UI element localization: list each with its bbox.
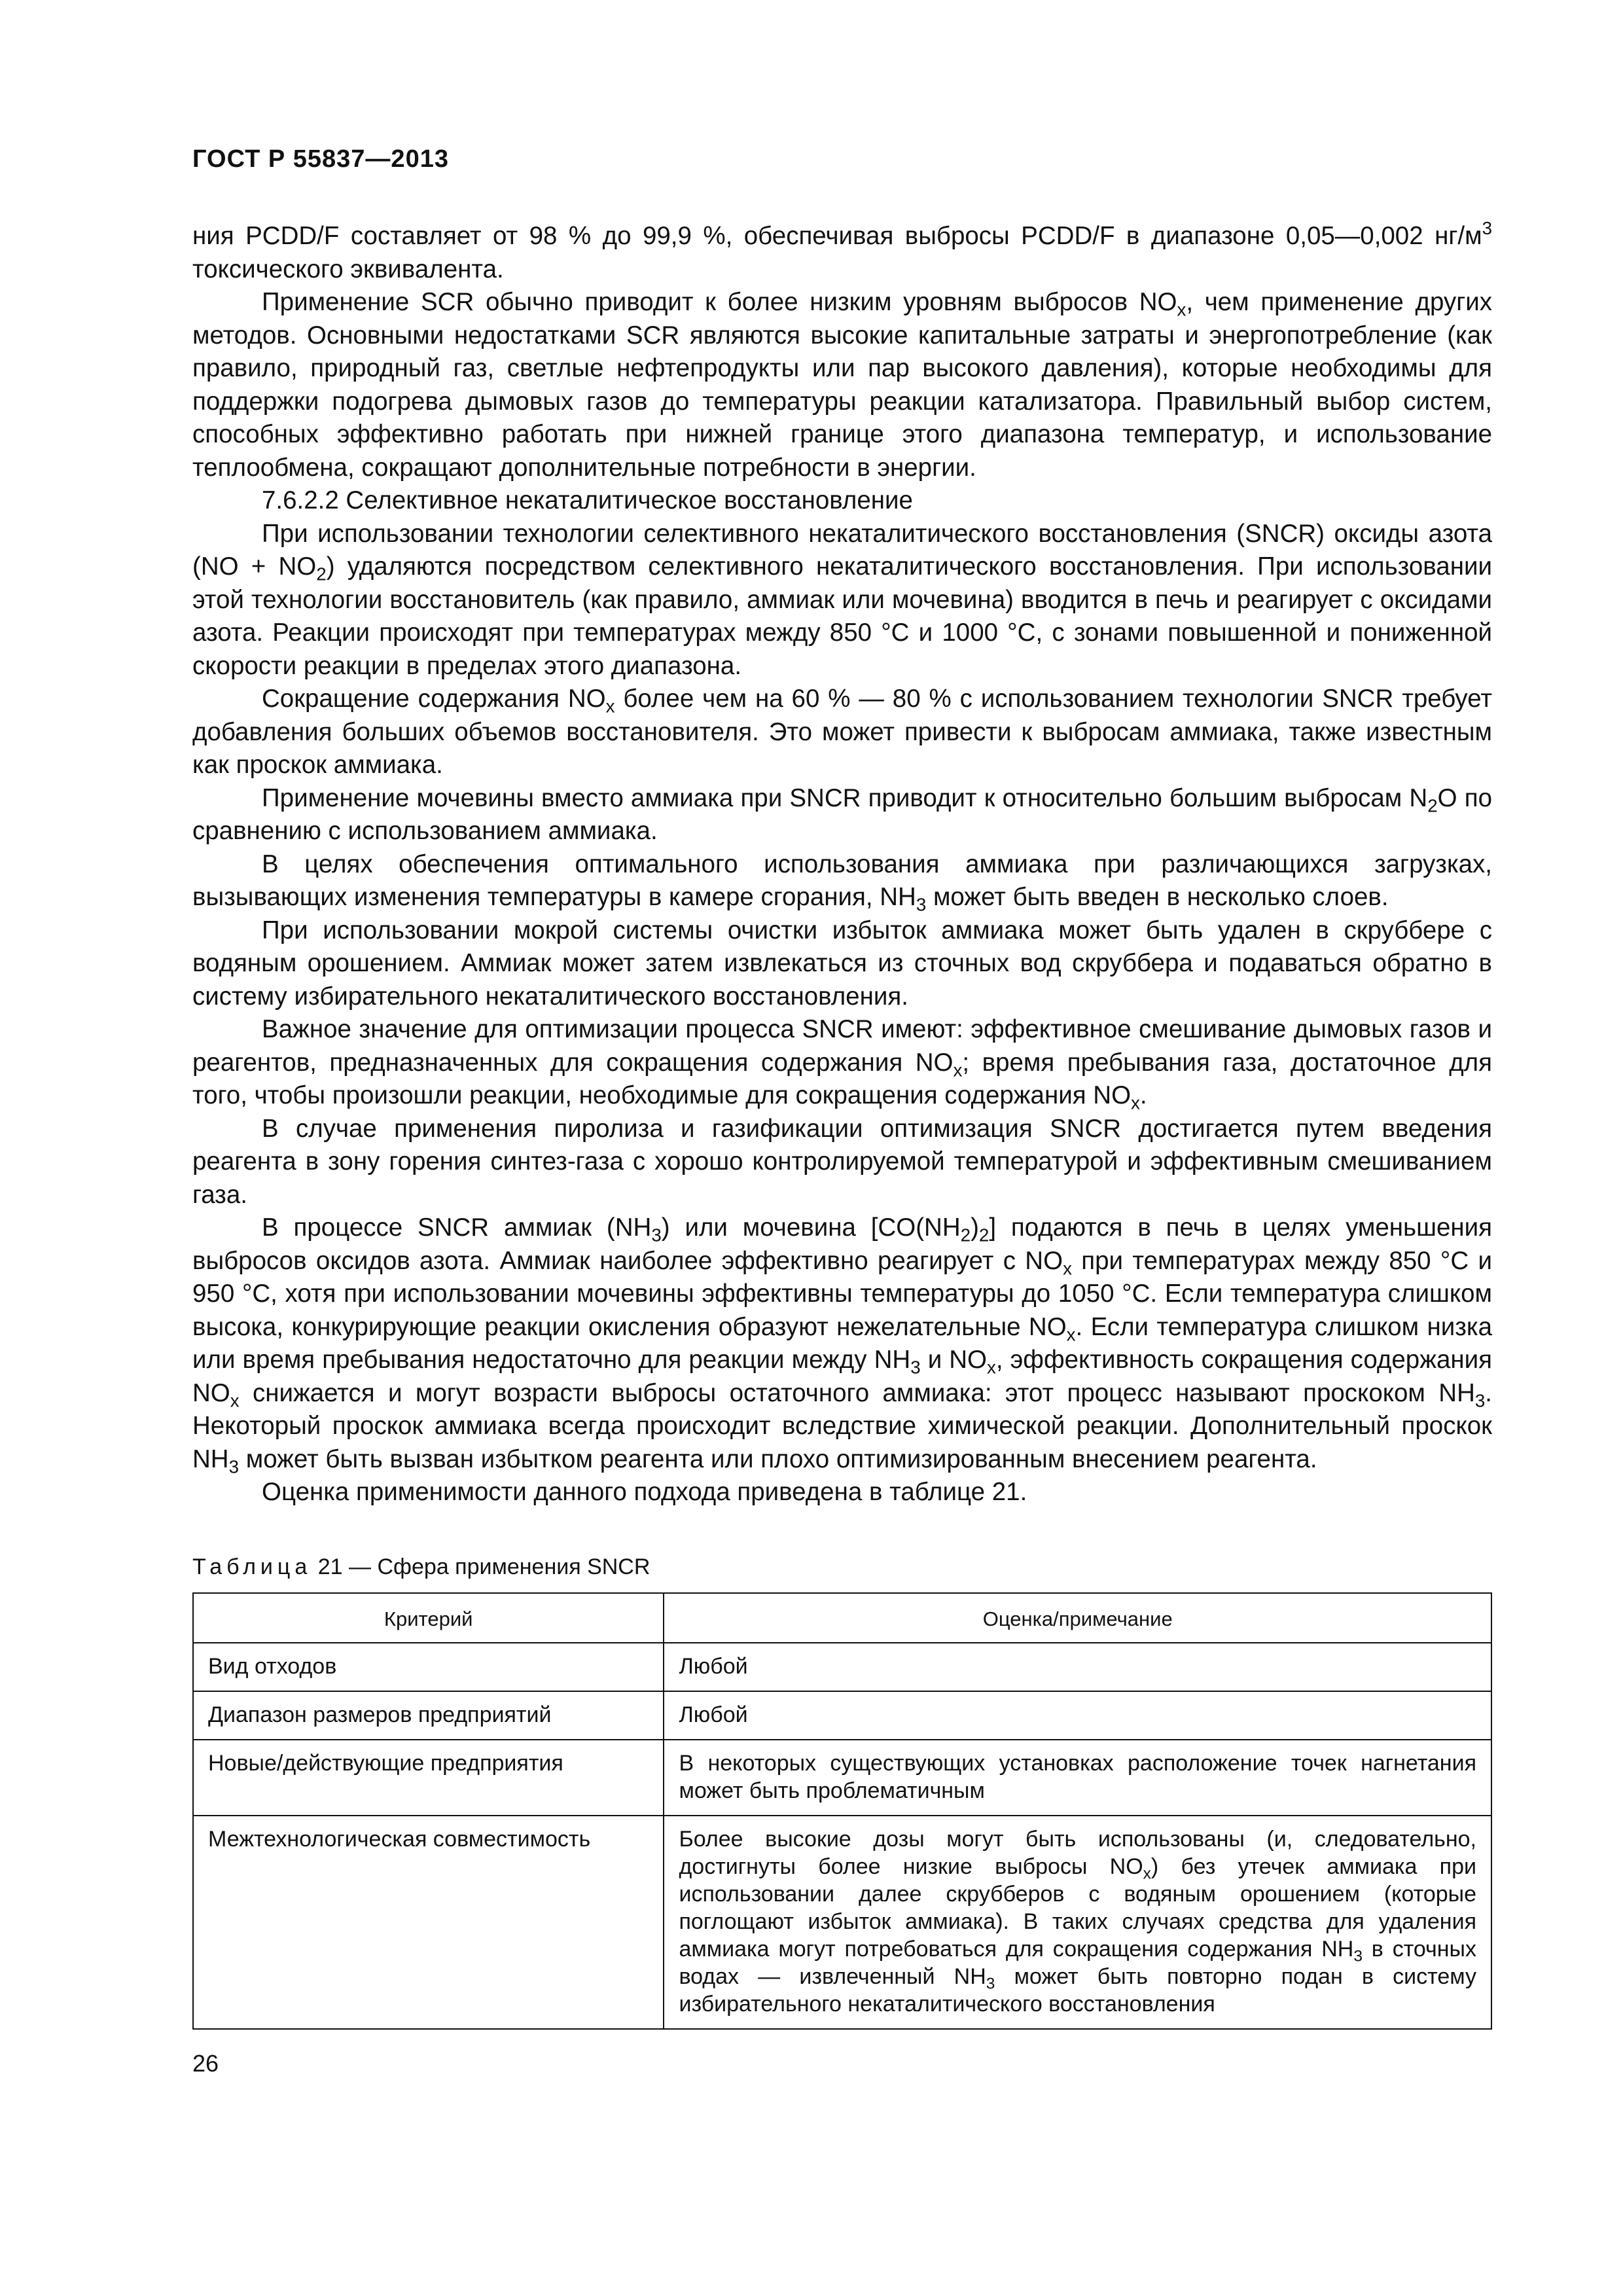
assessment-cell: Любой: [664, 1643, 1491, 1691]
paragraph-2: Применение SCR обычно приводит к более низким уровням выбросов $NO_x$, чем применение других методов. Основными недостатками SCR являются высокие капитальные затраты и энергопотребление (как правило, природный газ, светлые нефтепродукты или пар высокого давления), которые необходимы для поддержки подогрева дымовых газов до температуры реакции катализатора. Правильный выбор систем, способных эффективно работать при нижней границе этого диапазона температур, и использование теплообмена, сокращают дополнительные потребности в энергии.: [192, 288, 1492, 482]
paragraph-1: ния PCDD/F составляет от 98 % до 99,9 %, обеспечивая выбросы PCDD/F в диапазоне 0,05—0,002 $нг/м^3$ токсического эквивалента.: [192, 217, 1492, 283]
table-row: [193, 1691, 1491, 1740]
section-heading: 7.6.2.2 Селективное некаталитическое восстановление: [262, 486, 913, 514]
criterion-cell: Вид отходов: [193, 1643, 664, 1691]
assessment-cell: Более высокие дозы могут быть использованы (и, следовательно, достигнуты более низкие выбросы $NO_x$) без утечек аммиака при использовании далее скрубберов с водяным орошением (которые поглощают избыток аммиака). В таких случаях средства для удаления аммиака могут потребоваться для сокращения содержания $NH_3$ в сточных водах — извлеченный $NH_3$ может быть повторно подан в систему избирательного некаталитического восстановления: [664, 1816, 1491, 2029]
table-caption: Таблица 21 — Сфера применения SNCR: [192, 1554, 651, 1579]
paragraph-12: Оценка применимости данного подхода приведена в таблице 21.: [262, 1478, 1027, 1506]
body-text: [192, 217, 1493, 1509]
criterion-cell: Межтехнологическая совместимость: [193, 1816, 664, 2029]
table-header-row: [193, 1593, 1491, 1643]
table-row: [193, 1816, 1491, 2029]
criterion-cell: Диапазон размеров предприятий: [193, 1691, 664, 1740]
paragraph-11: В процессе SNCR аммиак $(NH_3)$ или мочевина $[CO(NH_2)_2]$ подаются в печь в целях уменьшения выбросов оксидов азота. Аммиак наиболее эффективно реагирует с $NO_x$ при температурах между 850 °C и 950 °C, хотя при использовании мочевины эффективны температуры до 1050 °C. Если температура слишком высока, конкурирующие реакции окисления образуют нежелательные $NO_x$. Если температура слишком низка или время пребывания недостаточно для реакции между $NH_3$ и $NO_x$, эффективность сокращения содержания $NO_x$ снижается и могут возрасти выбросы остаточного аммиака: этот процесс называют проскоком $NH_3$. Некоторый проскок аммиака всегда происходит вследствие химической реакции. Дополнительный проскок $NH_3$ может быть вызван избытком реагента или плохо оптимизированным внесением реагента.: [192, 1213, 1493, 1477]
page-number: 26: [192, 2050, 219, 2077]
table-21: [192, 1592, 1492, 2030]
paragraph-10: В случае применения пиролиза и газификации оптимизация SNCR достигается путем введения реагента в зону горения синтез-газа с хорошо контролируемой температурой и эффективным смешиванием газа.: [192, 1114, 1492, 1209]
criterion-cell: Новые/действующие предприятия: [193, 1740, 664, 1816]
paragraph-6: Применение мочевины вместо аммиака при SNCR приводит к относительно большим выбросам $N_2O$ по сравнению с использованием аммиака.: [192, 783, 1493, 845]
column-header-assessment: Оценка/примечание: [664, 1593, 1491, 1643]
table-row: [193, 1740, 1491, 1816]
column-header-criterion: Критерий: [193, 1593, 664, 1643]
paragraph-4: При использовании технологии селективного некаталитического восстановления (SNCR) оксиды азота $(NO + NO_2)$ удаляются посредством селективного некаталитического восстановления. При использовании этой технологии восстановитель (как правило, аммиак или мочевина) вводится в печь и реагирует с оксидами азота. Реакции происходят при температурах между 850 °C и 1000 °C, с зонами повышенной и пониженной скорости реакции в пределах этого диапазона.: [192, 519, 1492, 680]
paragraph-8: При использовании мокрой системы очистки избыток аммиака может быть удален в скруббере с водяным орошением. Аммиак может затем извлекаться из сточных вод скруббера и подаваться обратно в систему избирательного некаталитического восстановления.: [192, 916, 1492, 1011]
document-header: ГОСТ Р 55837—2013: [192, 145, 449, 173]
assessment-cell: В некоторых существующих установках расположение точек нагнетания может быть проблематичным: [664, 1740, 1491, 1816]
paragraph-5: Сокращение содержания $NO_x$ более чем на 60 % — 80 % с использованием технологии SNCR требует добавления больших объемов восстановителя. Это может привести к выбросам аммиака, также известным как проскок аммиака.: [192, 685, 1493, 779]
table-row: [193, 1643, 1491, 1691]
paragraph-7: В целях обеспечения оптимального использования аммиака при различающихся загрузках, вызывающих изменения температуры в камере сгорания, $NH_3$ может быть введен в несколько слоев.: [192, 850, 1492, 915]
assessment-cell: Любой: [664, 1691, 1491, 1740]
paragraph-9: Важное значение для оптимизации процесса SNCR имеют: эффективное смешивание дымовых газов и реагентов, предназначенных для сокращения содержания $NO_x$; время пребывания газа, достаточное для того, чтобы произошли реакции, необходимые для сокращения содержания $NO_x$.: [192, 1015, 1492, 1113]
